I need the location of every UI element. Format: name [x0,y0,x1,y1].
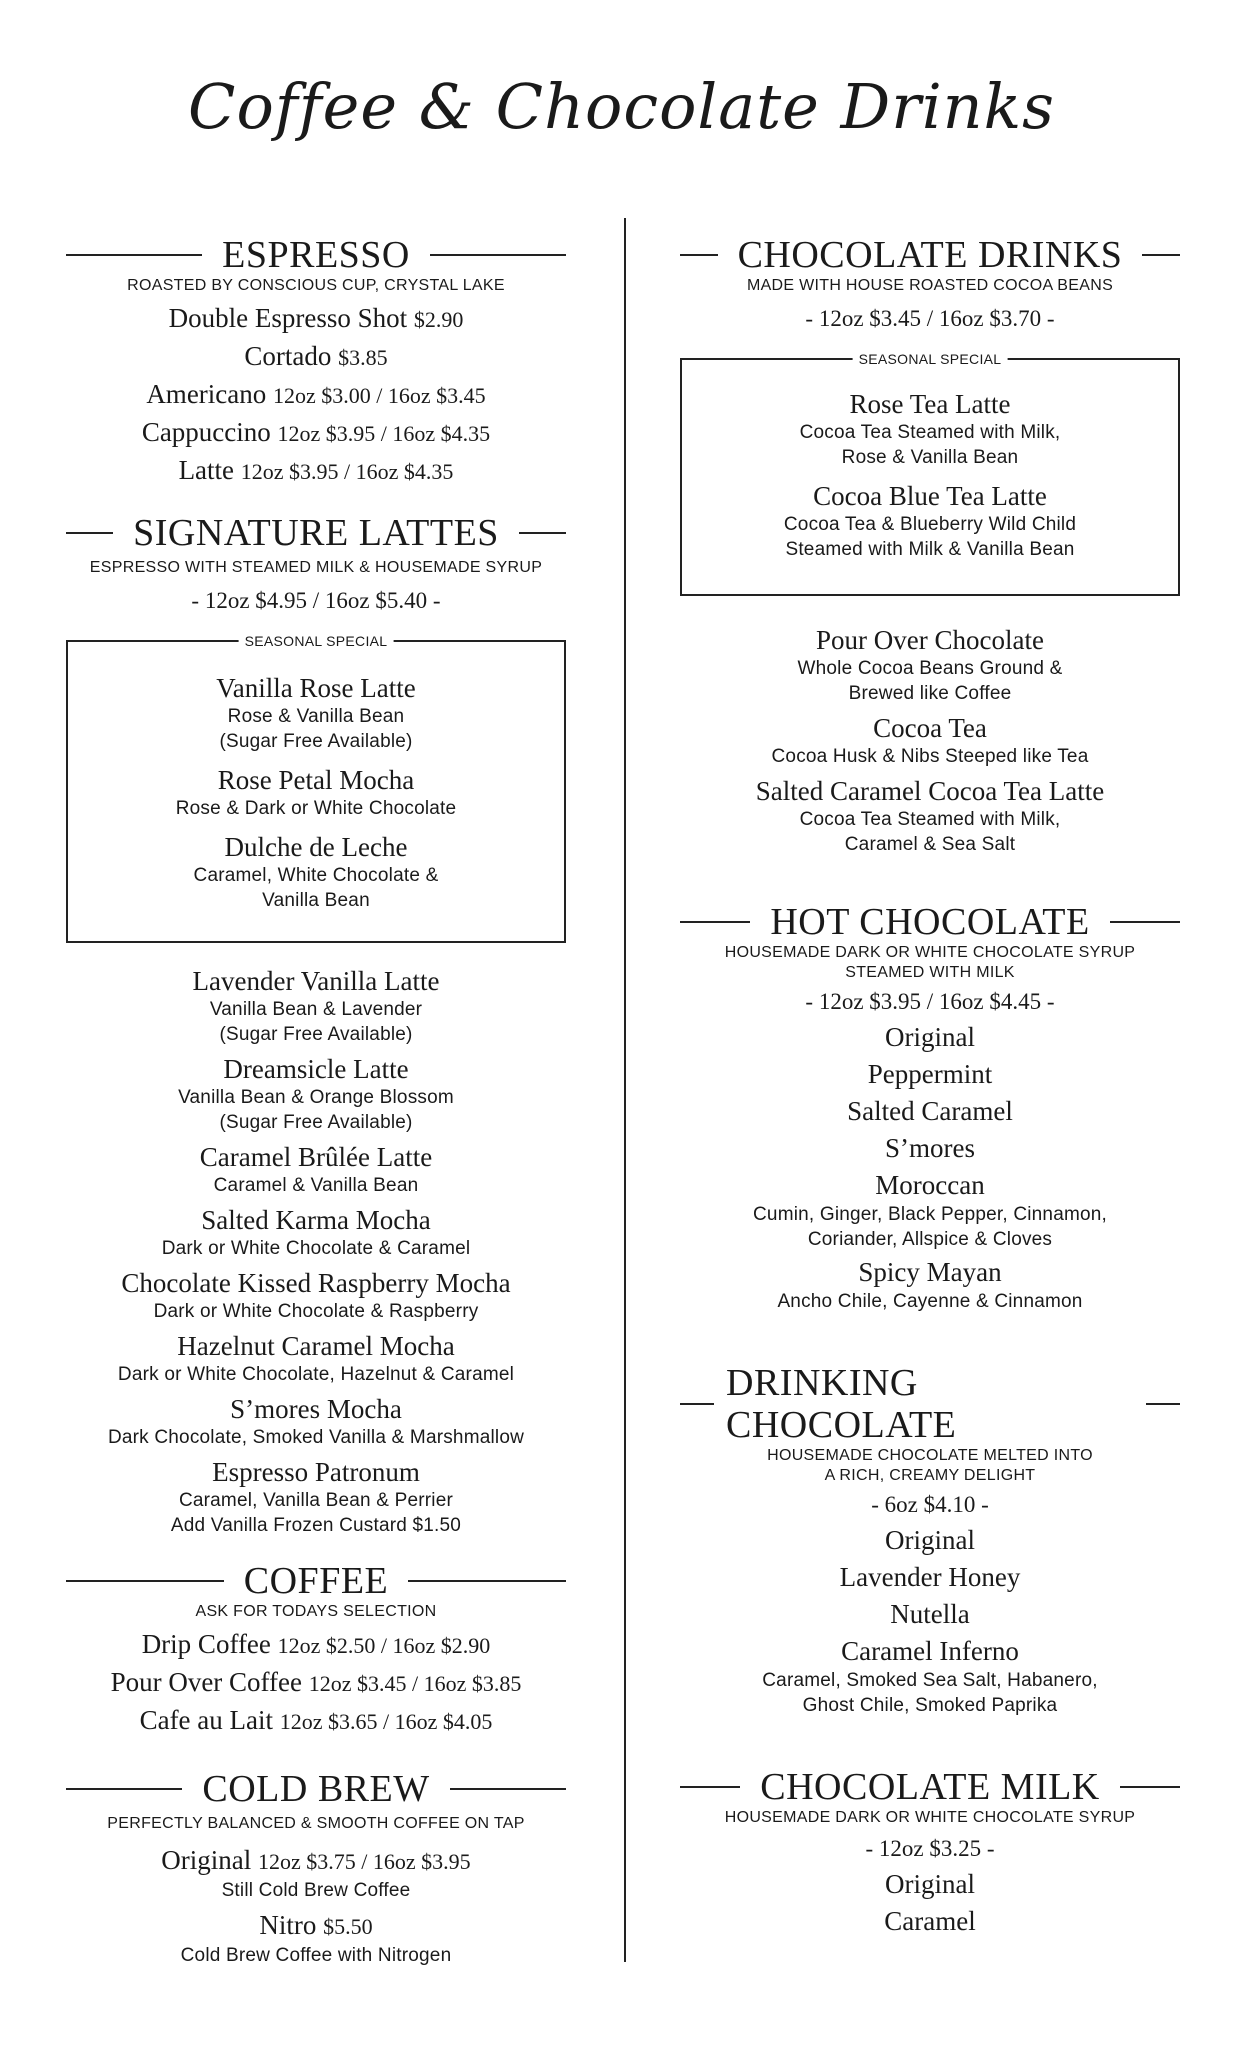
section-subtitle: ROASTED BY CONSCIOUS CUP, CRYSTAL LAKE [127,277,505,294]
item-name: S’mores Mocha [230,1394,402,1424]
menu-item [78,831,554,913]
section-price: - 12oz $3.45 / 16oz $3.70 - [805,306,1055,331]
hot-chocolate-section [680,901,1180,1314]
section-price: - 12oz $4.95 / 16oz $5.40 - [191,588,441,613]
coffee-section [66,1560,566,1738]
item-description: Cocoa Tea Steamed with Milk, [799,809,1061,830]
item-name: Double Espresso Shot [168,303,408,333]
menu-item [66,454,566,488]
espresso-list [66,302,566,488]
right-column [680,234,1180,1938]
section-price: - 12oz $3.25 - [865,1836,995,1861]
heading-rule [1146,1403,1180,1405]
item-name: Original [885,1525,975,1555]
seasonal-label: SEASONAL SPECIAL [239,632,394,650]
menu-item [66,1456,566,1538]
item-description: Cocoa Tea & Blueberry Wild Child [783,514,1077,535]
item-name: Cocoa Tea [873,713,987,743]
item-description: Ghost Chile, Smoked Paprika [802,1695,1058,1716]
drinking-chocolate-list [680,1524,1180,1718]
item-name: Caramel [884,1906,976,1936]
item-description: (Sugar Free Available) [219,1024,413,1045]
heading-rule [450,1788,566,1790]
section-title: HOT CHOCOLATE [770,901,1090,943]
menu-item [66,1393,566,1450]
item-description: Rose & Vanilla Bean [227,706,405,727]
item-name: Peppermint [867,1059,993,1089]
item-description: Cocoa Husk & Nibs Steeped like Tea [771,746,1089,767]
item-name: Salted Caramel [847,1096,1013,1126]
section-title: ESPRESSO [222,234,410,276]
item-description: Whole Cocoa Beans Ground & [797,658,1063,679]
item-description: Dark Chocolate, Smoked Vanilla & Marshmallow [107,1427,525,1448]
item-name: Dulche de Leche [224,832,408,862]
section-subtitle: PERFECTLY BALANCED & SMOOTH COFFEE ON TAP [107,1815,525,1832]
item-name: Pour Over Coffee [110,1667,303,1697]
signature-lattes-section [66,512,566,1538]
item-name: Pour Over Chocolate [816,625,1044,655]
heading-rule [1110,921,1180,923]
item-description: Steamed with Milk & Vanilla Bean [785,539,1075,560]
section-price: - 6oz $4.10 - [871,1492,989,1517]
section-subtitle: MADE WITH HOUSE ROASTED COCOA BEANS [746,277,1114,294]
item-description: Coriander, Allspice & Cloves [807,1229,1053,1250]
item-name: Cappuccino [141,417,271,447]
item-name: Nitro [259,1910,317,1940]
item-name: Dreamsicle Latte [223,1054,409,1084]
section-heading [680,1766,1180,1808]
menu-item [692,480,1168,562]
item-name: Americano [146,379,267,409]
item-description: Cumin, Ginger, Black Pepper, Cinnamon, [753,1204,1107,1225]
item-description: Caramel, White Chocolate & [193,865,439,886]
coffee-list [66,1628,566,1738]
chocolate-drinks-list [680,624,1180,857]
column-divider [624,218,626,1962]
item-name: Lavender Honey [839,1562,1021,1592]
seasonal-label: SEASONAL SPECIAL [853,350,1008,368]
item-price: $2.90 [413,307,464,332]
menu-item [66,340,566,374]
menu-item [66,1628,566,1662]
item-price: 12oz $3.65 / 16oz $4.05 [279,1709,493,1734]
item-price: 12oz $3.75 / 16oz $3.95 [258,1849,471,1874]
section-heading [680,234,1180,276]
item-price: $5.50 [323,1914,373,1939]
item-description: Cocoa Tea Steamed with Milk, [799,422,1061,443]
cold-brew-list [66,1844,566,1968]
section-price: - 12oz $3.95 / 16oz $4.45 - [805,989,1055,1014]
menu-item [66,1267,566,1324]
menu-item [66,378,566,412]
item-name: Cocoa Blue Tea Latte [813,481,1047,511]
menu-item [692,388,1168,470]
item-name: Original [885,1022,975,1052]
item-description: (Sugar Free Available) [219,731,413,752]
section-title: COLD BREW [202,1768,430,1810]
item-name: Caramel Inferno [841,1636,1019,1666]
item-description: Brewed like Coffee [848,683,1012,704]
menu-item [78,672,554,754]
section-title: CHOCOLATE MILK [760,1766,1100,1808]
item-name: Drip Coffee [141,1629,271,1659]
item-name: Salted Karma Mocha [201,1205,431,1235]
item-name: Lavender Vanilla Latte [192,966,440,996]
menu-item [680,624,1180,706]
section-heading [66,512,566,554]
item-name: Rose Petal Mocha [217,765,415,795]
item-description: Caramel & Vanilla Bean [213,1175,419,1196]
menu-item [680,1095,1180,1128]
section-heading [680,901,1180,943]
item-description: Ancho Chile, Cayenne & Cinnamon [777,1291,1083,1312]
item-description: Vanilla Bean & Lavender [209,999,423,1020]
section-heading [680,1362,1180,1446]
item-description: Vanilla Bean [262,890,370,911]
seasonal-special-box [66,633,566,943]
item-description: Vanilla Bean & Orange Blossom [178,1087,454,1108]
menu-item [66,1141,566,1198]
heading-rule [66,254,202,256]
section-subtitle: HOUSEMADE DARK OR WHITE CHOCOLATE SYRUP [724,944,1136,961]
item-name: Original [161,1845,252,1875]
seasonal-special-box [680,351,1180,596]
menu-item [680,1868,1180,1901]
item-name: Nutella [890,1599,970,1629]
item-name: Spicy Mayan [858,1257,1002,1287]
item-name: Hazelnut Caramel Mocha [177,1331,455,1361]
heading-rule [66,1580,224,1582]
item-name: Rose Tea Latte [849,389,1011,419]
item-name: Chocolate Kissed Raspberry Mocha [121,1268,511,1298]
section-title: DRINKING CHOCOLATE [726,1362,957,1446]
menu-item [680,1169,1180,1252]
section-subtitle: ASK FOR TODAYS SELECTION [195,1603,437,1620]
menu-item [66,1844,566,1903]
menu-item [66,416,566,450]
section-heading [66,1768,566,1810]
section-subtitle: HOUSEMADE CHOCOLATE MELTED INTO [767,1447,1093,1464]
section-subtitle: ESPRESSO WITH STEAMED MILK & HOUSEMADE SYRUP [89,559,543,576]
drinking-chocolate-section [680,1362,1180,1718]
item-description: (Sugar Free Available) [219,1112,413,1133]
menu-item [66,1330,566,1387]
item-description: Still Cold Brew Coffee [221,1880,411,1901]
section-title: CHOCOLATE DRINKS [737,234,1123,276]
item-description: Dark or White Chocolate, Hazelnut & Caramel [117,1364,515,1385]
section-subtitle: A RICH, CREAMY DELIGHT [824,1467,1036,1484]
item-description: Rose & Dark or White Chocolate [175,798,457,819]
menu-item [680,1256,1180,1314]
item-name: Original [885,1869,975,1899]
heading-rule [519,532,566,534]
section-subtitle: STEAMED WITH MILK [845,964,1015,981]
heading-rule [408,1580,566,1582]
section-title: SIGNATURE LATTES [133,512,499,554]
chocolate-milk-section [680,1766,1180,1938]
item-description: Caramel & Sea Salt [844,834,1016,855]
item-name: Cortado [244,341,332,371]
signature-lattes-list [66,965,566,1538]
item-description: Cold Brew Coffee with Nitrogen [180,1945,452,1966]
item-description: Add Vanilla Frozen Custard $1.50 [170,1515,462,1536]
item-description: Dark or White Chocolate & Raspberry [153,1301,479,1322]
heading-rule [66,532,113,534]
item-description: Caramel, Vanilla Bean & Perrier [178,1490,454,1511]
heading-rule [66,1788,182,1790]
hot-chocolate-list [680,1021,1180,1314]
menu-item [680,1598,1180,1631]
item-price: 12oz $3.00 / 16oz $3.45 [273,383,486,408]
item-name: Caramel Brûlée Latte [199,1142,433,1172]
menu-title: Coffee & Chocolate Drinks [188,70,1055,143]
item-name: Salted Caramel Cocoa Tea Latte [755,776,1105,806]
menu-item [680,1905,1180,1938]
item-price: 12oz $3.95 / 16oz $4.35 [240,459,454,484]
item-description: Dark or White Chocolate & Caramel [161,1238,471,1259]
menu-item [680,1021,1180,1054]
item-name: Latte [178,455,235,485]
section-heading [66,1560,566,1602]
heading-rule [680,1786,740,1788]
item-price: $3.85 [338,345,388,370]
heading-rule [430,254,566,256]
menu-item [680,712,1180,769]
menu-item [66,1704,566,1738]
heading-rule [1120,1786,1180,1788]
espresso-section [66,234,566,488]
menu-item [680,1132,1180,1165]
heading-rule [680,921,750,923]
item-price: 12oz $3.45 / 16oz $3.85 [308,1671,522,1696]
chocolate-drinks-section [680,234,1180,857]
heading-rule [680,254,718,256]
menu-item [66,1666,566,1700]
menu-item [66,302,566,336]
menu-item [680,1561,1180,1594]
menu-item [680,1635,1180,1718]
menu-item [66,1909,566,1968]
menu-item [78,764,554,821]
left-column [66,234,566,1968]
menu-item [66,1204,566,1261]
item-name: Cafe au Lait [139,1705,274,1735]
item-name: S’mores [885,1133,975,1163]
section-title: COFFEE [243,1560,389,1602]
item-description: Rose & Vanilla Bean [841,447,1019,468]
heading-rule [680,1403,714,1405]
heading-rule [1142,254,1180,256]
menu-item [680,1058,1180,1091]
section-subtitle: HOUSEMADE DARK OR WHITE CHOCOLATE SYRUP [724,1809,1136,1826]
chocolate-milk-list [680,1868,1180,1938]
section-heading [66,234,566,276]
menu-item [680,775,1180,857]
item-name: Espresso Patronum [212,1457,420,1487]
item-description: Caramel, Smoked Sea Salt, Habanero, [762,1670,1098,1691]
menu-item [66,1053,566,1135]
item-price: 12oz $2.50 / 16oz $2.90 [277,1633,491,1658]
item-price: 12oz $3.95 / 16oz $4.35 [277,421,491,446]
menu-item [680,1524,1180,1557]
menu-item [66,965,566,1047]
item-name: Vanilla Rose Latte [216,673,416,703]
cold-brew-section [66,1768,566,1968]
item-name: Moroccan [875,1170,985,1200]
